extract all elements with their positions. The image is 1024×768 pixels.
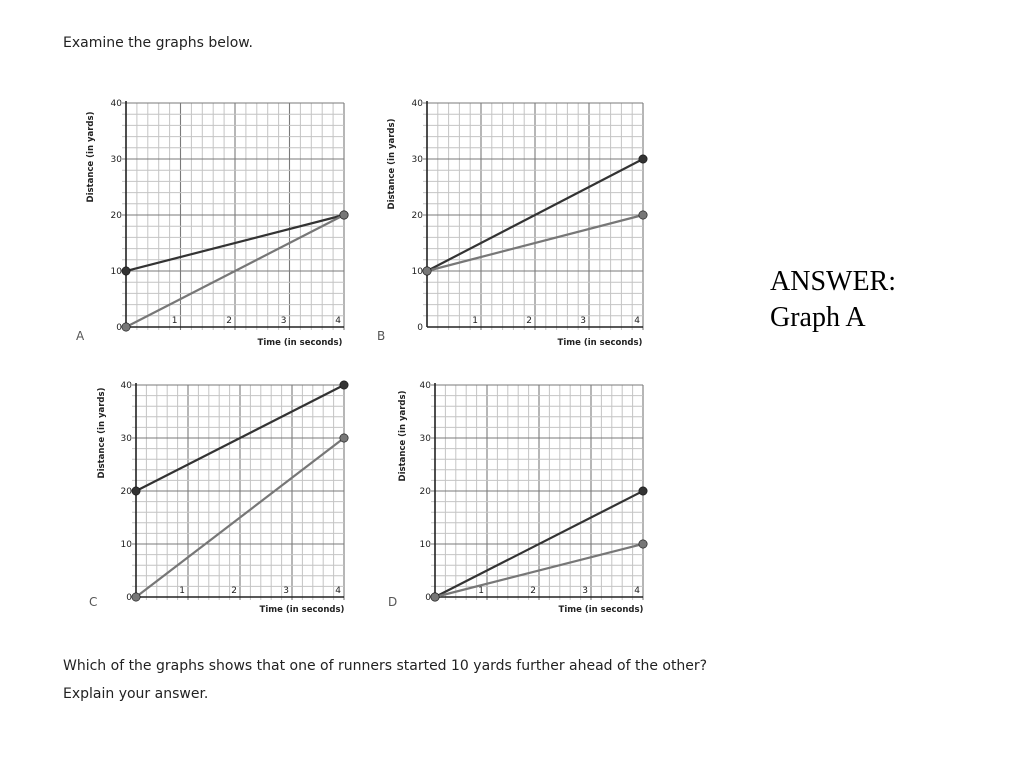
y-tick-label: 0 <box>417 323 423 333</box>
x-tick-label: 2 <box>526 316 532 326</box>
graph-b-x-axis-label: Time (in seconds) <box>557 338 643 348</box>
x-tick-label: 1 <box>472 316 478 326</box>
data-point <box>340 381 348 389</box>
instructions-text: Examine the graphs below. <box>63 35 253 51</box>
y-tick-label: 30 <box>110 155 122 165</box>
y-tick-label: 10 <box>120 540 132 550</box>
graph-c-x-axis-label: Time (in seconds) <box>259 605 345 615</box>
graph-c-letter: C <box>89 595 98 609</box>
x-tick-label: 4 <box>335 316 341 326</box>
x-tick-label: 1 <box>171 316 178 326</box>
y-tick-label: 40 <box>411 99 423 109</box>
graph-d-y-axis-label: Distance (in yards) <box>398 390 408 482</box>
data-point <box>132 487 140 495</box>
answer-value: Graph A <box>770 302 866 333</box>
graph-d-letter: D <box>388 595 398 609</box>
y-tick-label: 20 <box>419 487 431 497</box>
y-tick-label: 40 <box>110 99 122 109</box>
answer-heading: ANSWER: <box>770 266 896 297</box>
y-tick-label: 0 <box>116 323 122 333</box>
y-tick-label: 20 <box>120 487 132 497</box>
y-tick-label: 10 <box>419 540 431 550</box>
y-tick-label: 0 <box>126 593 132 603</box>
data-point <box>639 155 647 163</box>
x-tick-label: 1 <box>478 586 484 596</box>
graph-d-x-axis-label: Time (in seconds) <box>558 605 644 615</box>
y-tick-label: 30 <box>419 434 431 444</box>
y-tick-label: 40 <box>120 381 132 391</box>
x-tick-label: 3 <box>580 316 586 326</box>
data-point <box>639 540 647 548</box>
x-tick-label: 4 <box>634 586 640 596</box>
data-point <box>639 211 647 219</box>
answer-block <box>770 264 896 336</box>
x-tick-label: 3 <box>283 586 289 596</box>
data-point <box>340 434 348 442</box>
data-point <box>423 267 431 275</box>
x-tick-label: 4 <box>634 316 640 326</box>
graph-a-letter: A <box>76 329 85 343</box>
y-tick-label: 20 <box>411 211 423 221</box>
x-tick-label: 1 <box>179 586 185 596</box>
y-tick-label: 0 <box>425 593 431 603</box>
graph-a-x-axis-label: Time (in seconds) <box>257 338 343 348</box>
graph-c-grid <box>132 385 344 600</box>
y-tick-label: 10 <box>411 267 423 277</box>
x-tick-label: 2 <box>226 316 232 326</box>
question-text: Which of the graphs shows that one of runners started 10 yards further ahead of the other? Explain your answer. <box>63 658 708 702</box>
x-tick-label: 2 <box>530 586 536 596</box>
y-tick-label: 10 <box>110 267 122 277</box>
y-tick-label: 30 <box>120 434 132 444</box>
graph-a-y-axis-label: Distance (in yards) <box>86 111 96 203</box>
graph-b-y-axis-label: Distance (in yards) <box>387 118 397 210</box>
data-point <box>132 593 140 601</box>
graph-b-letter: B <box>377 329 386 343</box>
x-tick-label: 3 <box>582 586 588 596</box>
y-tick-label: 30 <box>411 155 423 165</box>
x-tick-label: 2 <box>231 586 237 596</box>
x-tick-label: 3 <box>280 316 287 326</box>
x-tick-label: 4 <box>335 586 341 596</box>
graph-d-grid <box>431 385 643 600</box>
y-tick-label: 40 <box>419 381 431 391</box>
data-point <box>639 487 647 495</box>
y-tick-label: 20 <box>110 211 122 221</box>
graph-c-y-axis-label: Distance (in yards) <box>97 387 107 479</box>
data-point <box>431 593 439 601</box>
